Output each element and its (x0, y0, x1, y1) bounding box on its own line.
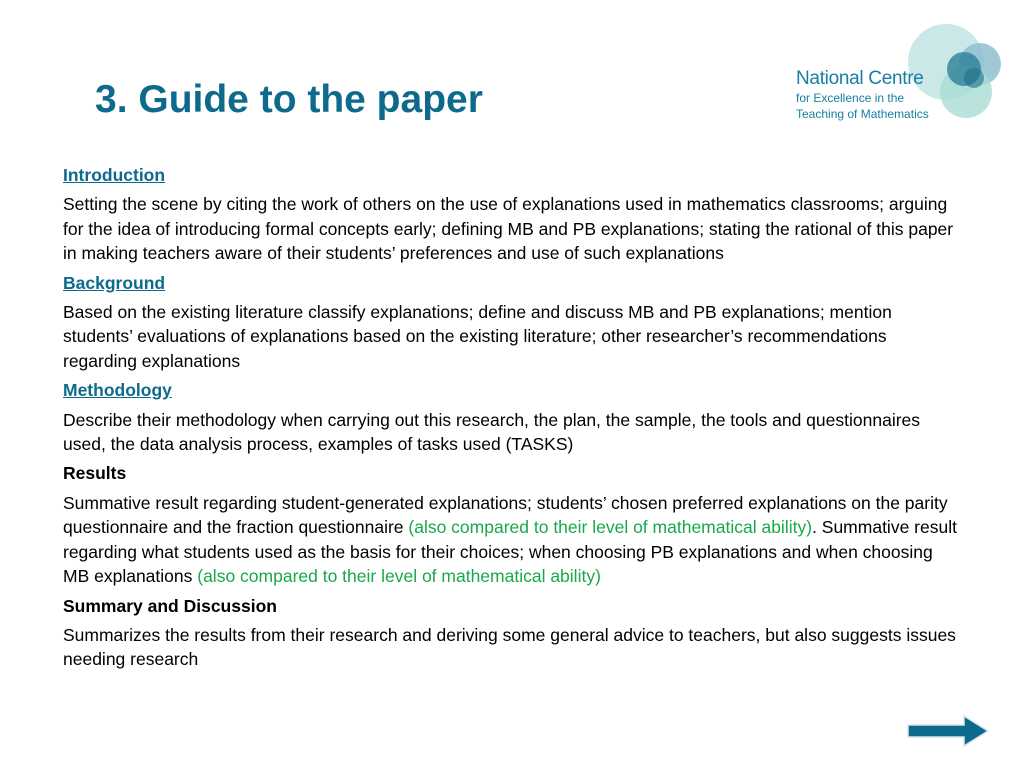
methodology-text: Describe their methodology when carrying out this research, the plan, the sample, the tools and questionnaires used, the data analysis process, examples of tasks used (TASKS) (63, 409, 921, 455)
logo-line-1: National Centre (796, 68, 924, 89)
methodology-link[interactable]: Methodology (63, 380, 172, 401)
results-text (63, 491, 963, 589)
results-heading: Results (63, 463, 127, 484)
introduction-text: Setting the scene by citing the work of others on the use of explanations used in mathematics classrooms; arguing for the idea of introducing formal concepts early; defining MB and PB explanations; stating the rational of this paper in making teachers aware of their students’ preferences and use of such explanations (63, 194, 954, 264)
slide-title: 3. Guide to the paper (95, 78, 483, 121)
right-arrow-icon[interactable] (906, 714, 990, 748)
logo-line-3: Teaching of Mathematics (796, 107, 929, 121)
results-highlight-1: (also compared to their level of mathematical ability) (408, 517, 813, 538)
results-text-part-1: Summative result regarding student-generated explanations; students’ chosen preferred explanations on the parity questionnaire and the fraction questionnaire (63, 492, 948, 538)
introduction-link[interactable]: Introduction (63, 165, 166, 185)
results-highlight-2: (also compared to their level of mathematical ability) (197, 566, 601, 587)
summary-heading: Summary and Discussion (63, 595, 277, 616)
results-text-part-2: . Summative result regarding what students used as the basis for their choices; when choosing PB explanations and when choosing MB explanations (63, 517, 957, 587)
slide-content (63, 163, 963, 677)
logo-text (796, 68, 929, 122)
ncetm-logo (790, 20, 1010, 130)
summary-text: Summarizes the results from their research and deriving some general advice to teachers, but also suggests issues needing research (63, 624, 956, 670)
background-text: Based on the existing literature classify explanations; define and discuss MB and PB explanations; mention students’ evaluations of explanations based on the existing literature; other researcher’s recommendations regarding explanations (63, 302, 892, 371)
background-link[interactable]: Background (63, 272, 166, 293)
logo-line-2: for Excellence in the (796, 91, 905, 105)
